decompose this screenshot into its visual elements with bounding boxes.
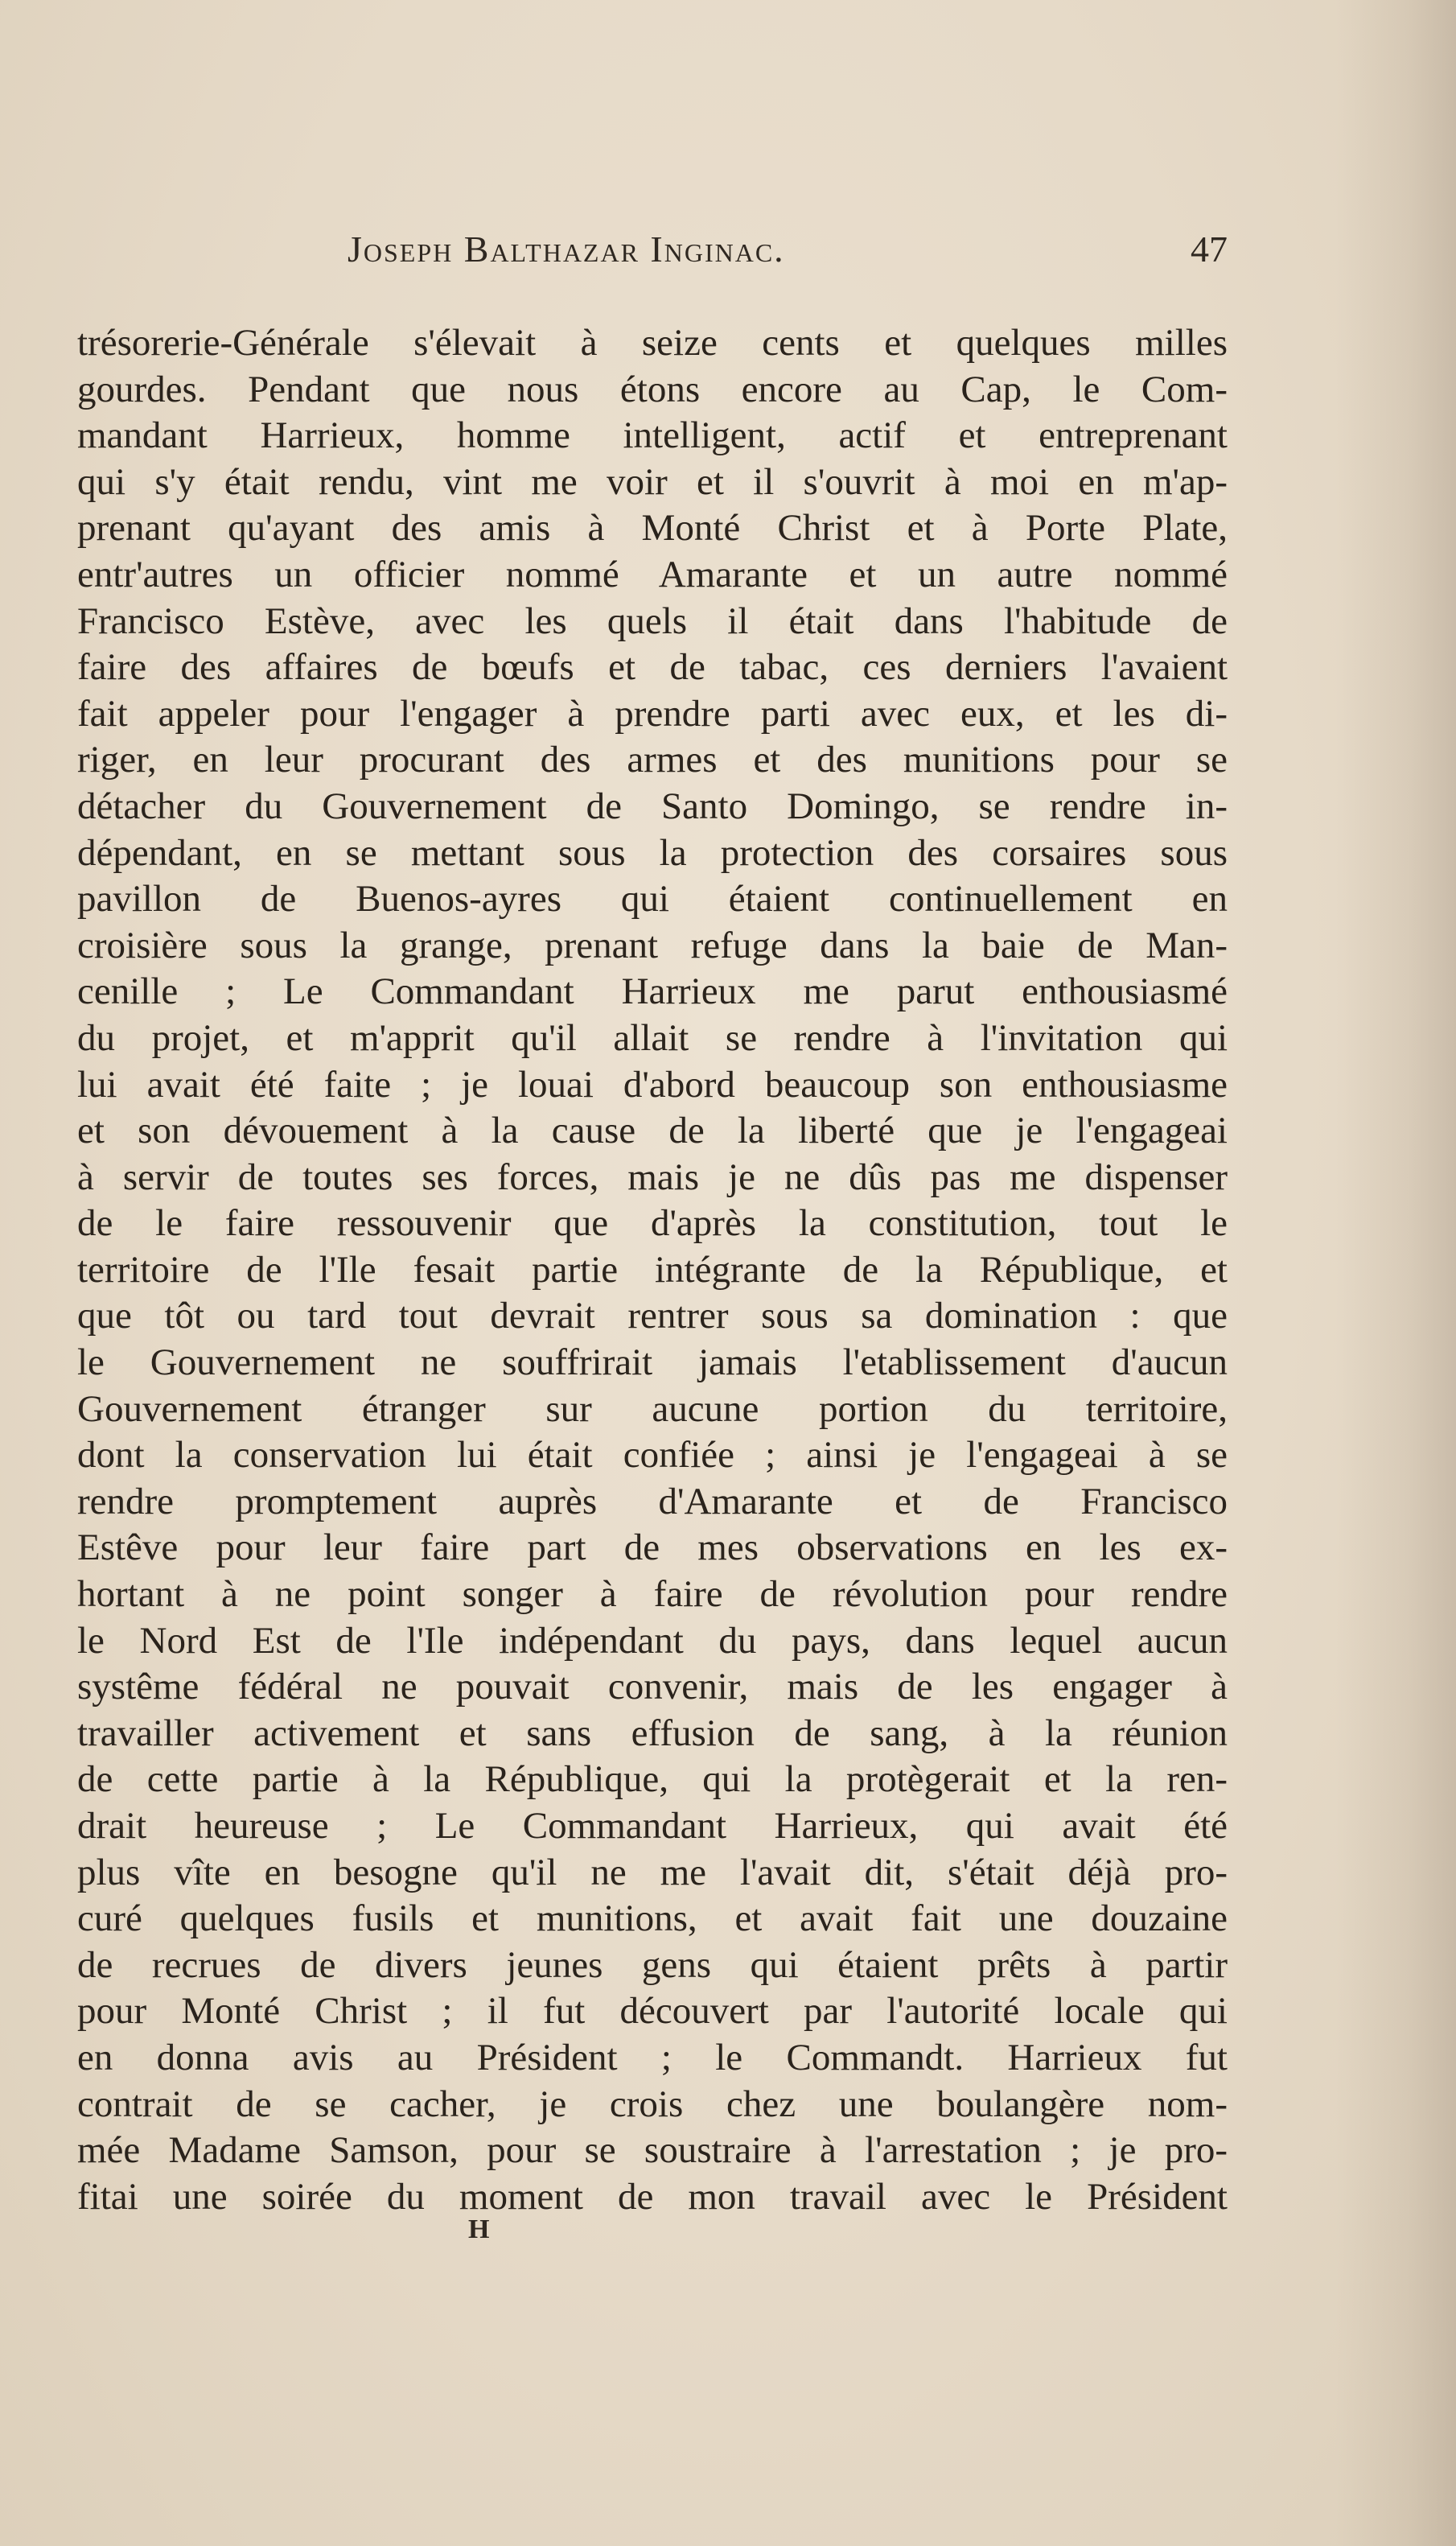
text-line: détacher du Gouvernement de Santo Domingo, se rendre in- bbox=[77, 785, 1228, 827]
running-head-title: Joseph Balthazar Inginac. bbox=[348, 229, 785, 270]
text-line: prenant qu'ayant des amis à Monté Christ et à Porte Plate, bbox=[77, 507, 1228, 550]
text-line: en donna avis au Président ; le Commandt. Harrieux fut bbox=[77, 2036, 1228, 2078]
text-line: entr'autres un officier nommé Amarante et un autre nommé bbox=[77, 553, 1228, 595]
text-line: qui s'y était rendu, vint me voir et il s'ouvrit à moi en m'ap- bbox=[77, 460, 1228, 503]
text-line: Gouvernement étranger sur aucune portion du territoire, bbox=[77, 1387, 1228, 1430]
text-line: gourdes. Pendant que nous étons encore au Cap, le Com- bbox=[77, 368, 1228, 410]
text-line: à servir de toutes ses forces, mais je ne dûs pas me dispenser bbox=[77, 1156, 1228, 1198]
text-line: hortant à ne point songer à faire de révolution pour rendre bbox=[77, 1573, 1228, 1616]
text-line: faire des affaires de bœufs et de tabac, ces derniers l'avaient bbox=[77, 646, 1228, 689]
text-line: Francisco Estève, avec les quels il était dans l'habitude de bbox=[77, 599, 1228, 642]
running-head bbox=[77, 228, 1228, 276]
text-line: le Gouvernement ne souffrirait jamais l'etablissement d'aucun bbox=[77, 1341, 1228, 1384]
text-line: rendre promptement auprès d'Amarante et de Francisco bbox=[77, 1480, 1228, 1522]
text-line: le Nord Est de l'Ile indépendant du pays, dans lequel aucun bbox=[77, 1619, 1228, 1662]
text-line: cenille ; Le Commandant Harrieux me parut enthousiasmé bbox=[77, 970, 1228, 1013]
text-line: pavillon de Buenos-ayres qui étaient continuellement en bbox=[77, 878, 1228, 921]
text-line: travailler activement et sans effusion de sang, à la réunion bbox=[77, 1712, 1228, 1754]
text-line: que tôt ou tard tout devrait rentrer sous sa domination : que bbox=[77, 1295, 1228, 1337]
text-line: pour Monté Christ ; il fut découvert par l'autorité locale qui bbox=[77, 1990, 1228, 2033]
text-line: contrait de se cacher, je crois chez une boulangère nom- bbox=[77, 2083, 1228, 2125]
text-line: mée Madame Samson, pour se soustraire à l'arrestation ; je pro- bbox=[77, 2129, 1228, 2172]
text-line: drait heureuse ; Le Commandant Harrieux, qui avait été bbox=[77, 1805, 1228, 1847]
text-line: fait appeler pour l'engager à prendre parti avec eux, et les di- bbox=[77, 692, 1228, 735]
page-fold-shadow bbox=[1335, 0, 1456, 2546]
text-line: dont la conservation lui était confiée ; ainsi je l'engageai à se bbox=[77, 1434, 1228, 1477]
text-line: plus vîte en besogne qu'il ne me l'avait dit, s'était déjà pro- bbox=[77, 1851, 1228, 1893]
body-text bbox=[77, 320, 1228, 2220]
text-line: riger, en leur procurant des armes et des munitions pour se bbox=[77, 739, 1228, 781]
text-line: de recrues de divers jeunes gens qui étaient prêts à partir bbox=[77, 1943, 1228, 1986]
text-line: fitai une soirée du moment de mon travail avec le Président bbox=[77, 2175, 1228, 2218]
text-line: territoire de l'Ile fesait partie intégrante de la République, et bbox=[77, 1248, 1228, 1291]
text-line: du projet, et m'apprit qu'il allait se rendre à l'invitation qui bbox=[77, 1016, 1228, 1059]
text-line: et son dévouement à la cause de la liberté que je l'engageai bbox=[77, 1110, 1228, 1152]
text-line: dépendant, en se mettant sous la protection des corsaires sous bbox=[77, 831, 1228, 874]
text-line: de cette partie à la République, qui la protègerait et la ren- bbox=[77, 1758, 1228, 1801]
text-line: croisière sous la grange, prenant refuge dans la baie de Man- bbox=[77, 924, 1228, 966]
signature-mark: H bbox=[468, 2214, 490, 2244]
text-line: curé quelques fusils et munitions, et avait fait une douzaine bbox=[77, 1897, 1228, 1940]
text-line: Estêve pour leur faire part de mes observations en les ex- bbox=[77, 1526, 1228, 1569]
text-line: mandant Harrieux, homme intelligent, actif et entreprenant bbox=[77, 414, 1228, 457]
text-line: lui avait été faite ; je louai d'abord beaucoup son enthousiasme bbox=[77, 1063, 1228, 1106]
text-line: systême fédéral ne pouvait convenir, mais de les engager à bbox=[77, 1666, 1228, 1708]
page-number: 47 bbox=[1191, 229, 1228, 270]
text-line: de le faire ressouvenir que d'après la constitution, tout le bbox=[77, 1202, 1228, 1245]
text-line: trésorerie-Générale s'élevait à seize cents et quelques milles bbox=[77, 322, 1228, 364]
